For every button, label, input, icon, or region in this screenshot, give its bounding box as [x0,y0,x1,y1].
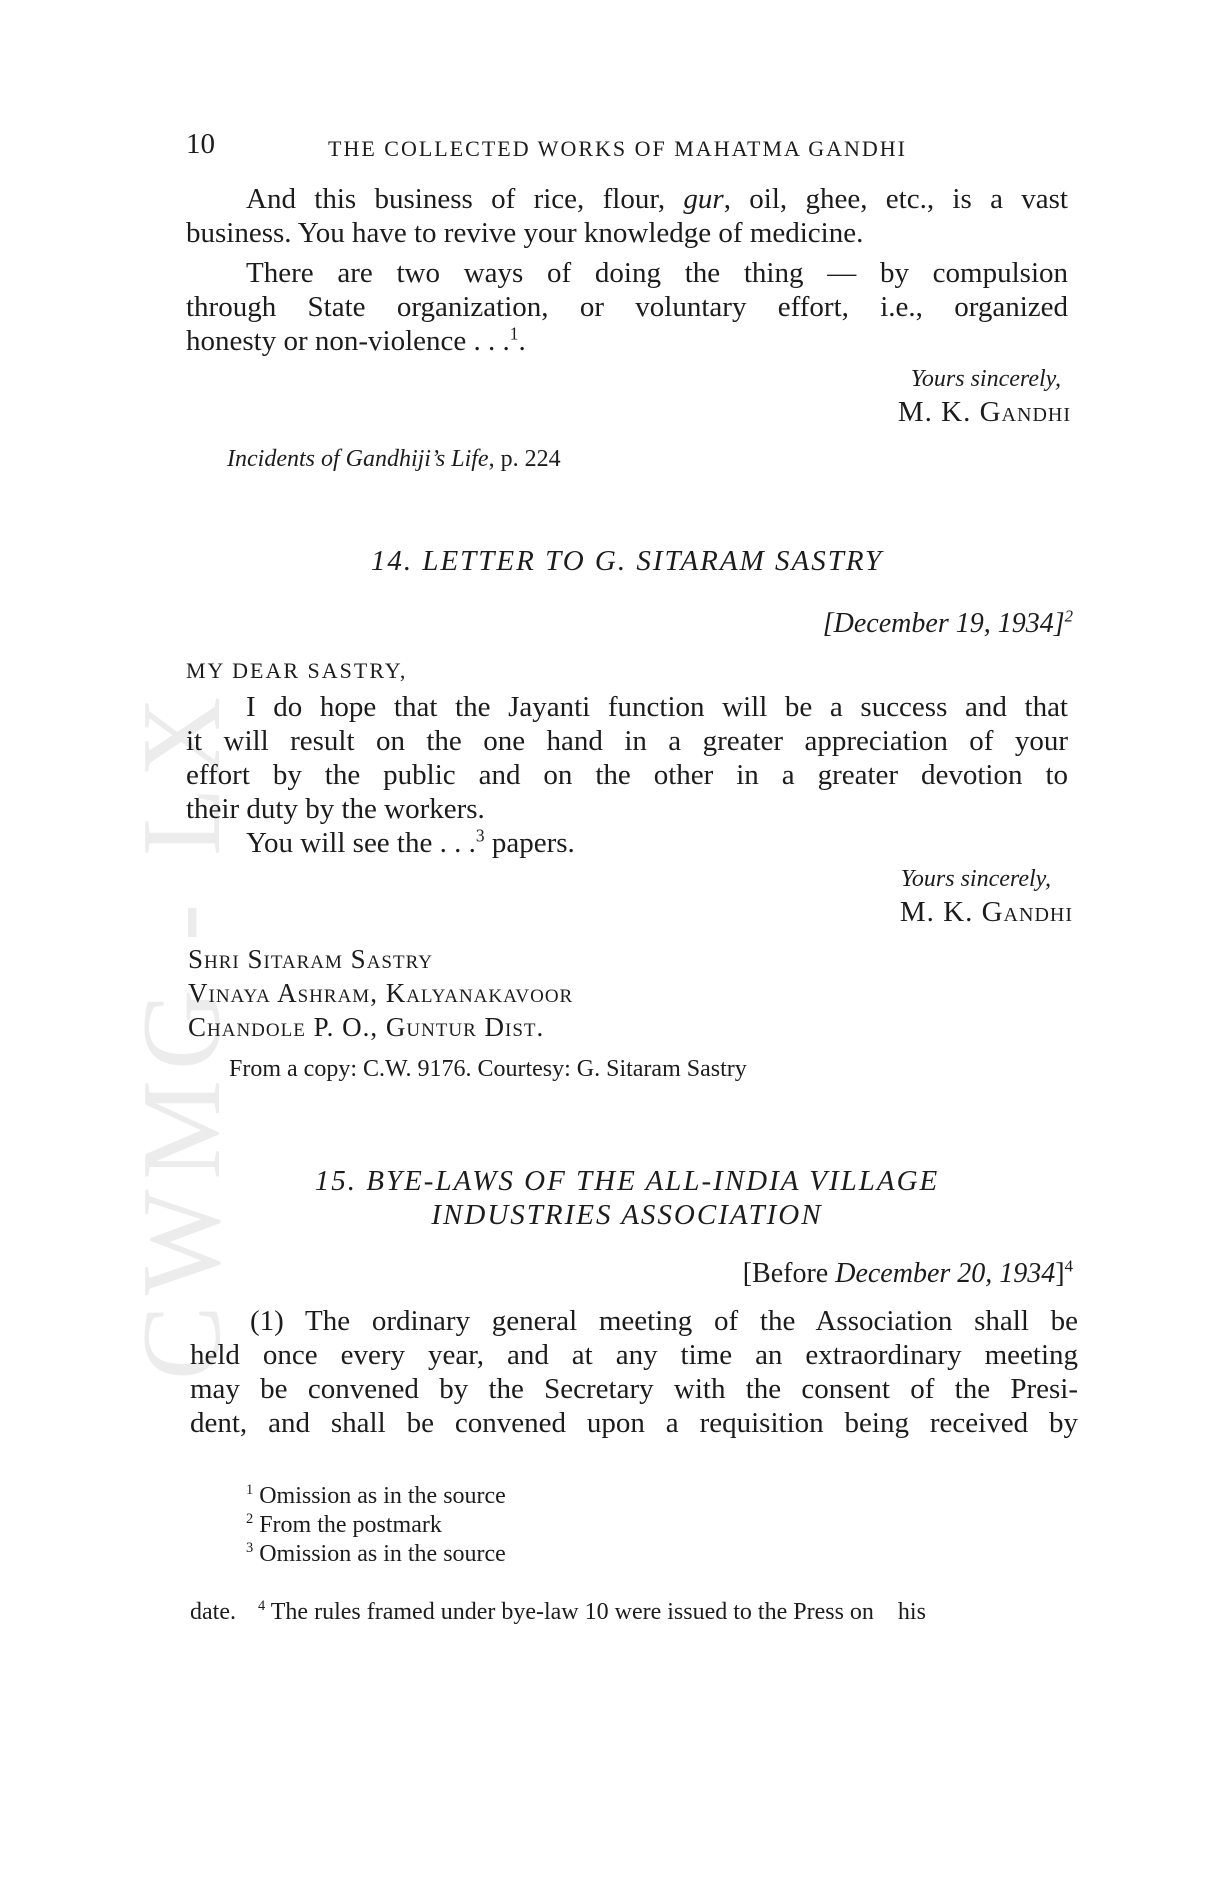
address-line-2: Vinaya Ashram, Kalyanakavoor [188,978,574,1008]
footnote-3 [246,1540,506,1569]
footnote-mark-4: 4 [258,1598,266,1614]
item15-date-close: ] [1055,1258,1065,1289]
prev-para-2-text: honesty or non-violence . . . [186,325,510,357]
item15-line4: dent, and shall be convened upon a requisition being received by [190,1407,1078,1439]
prev-para-2-line1: There are two ways of doing the thing — by compulsion [246,257,1068,289]
letter14-date [823,608,1073,640]
letter14-line5-a: You will see the . . . [246,827,476,859]
item15-line2: held once every year, and at any time an extraordinary meeting [190,1339,1078,1371]
item15-date-text: December 20, 1934 [835,1258,1056,1289]
prev-source-title: Incidents of Gandhiji’s Life [227,446,489,472]
gur-word: gur [683,183,724,215]
item15-line1: (1) The ordinary general meeting of the Association shall be [250,1305,1078,1337]
page-number: 10 [186,128,215,160]
prev-para-1-b: , oil, ghee, etc., is a vast [723,183,1068,215]
footnote-1 [246,1482,506,1511]
footnote-4-continuation: date. [190,1599,236,1625]
item15-date [743,1258,1073,1290]
address-line-3: Chandole P. O., Guntur Dist. [188,1012,545,1042]
letter14-line1: I do hope that the Jayanti function will be a success and that [246,691,1068,723]
letter14-line5 [186,826,1068,860]
prev-para-2-line2: through State organization, or voluntary effort, i.e., organized [186,291,1068,323]
letter14-signature: M. K. Gandhi [899,896,1073,928]
footnote-2 [246,1511,442,1540]
item15-date-prefix: [Before [742,1258,836,1289]
prev-para-2-end: . [518,325,526,357]
prev-para-2-line3 [186,324,1068,358]
footnote-mark-2: 2 [246,1511,254,1527]
running-head: THE COLLECTED WORKS OF MAHATMA GANDHI [328,136,907,161]
footnote-text-2: From the postmark [253,1512,442,1538]
footnote-text-3: Omission as in the source [253,1541,506,1567]
footnote-text-4: The rules framed under bye-law 10 were issued to the Press on his [265,1599,926,1625]
footnote-ref-2: 2 [1064,606,1073,626]
prev-source-page: , p. 224 [488,446,561,472]
address-line-1: Shri Sitaram Sastry [188,944,433,974]
item15-title-line1: 15. BYE-LAWS OF THE ALL-INDIA VILLAGE [314,1165,940,1197]
letter14-line3: effort by the public and on the other in a greater devotion to [186,759,1068,791]
footnote-mark-1: 1 [246,1482,254,1498]
letter14-title: 14. LETTER TO G. SITARAM SASTRY [370,545,884,577]
letter14-line4: their duty by the workers. [186,793,485,825]
watermark: CWMG - LX [120,686,244,1380]
item15-line3: may be convened by the Secretary with the consent of the Presi- [190,1373,1078,1405]
footnote-ref-4: 4 [1064,1256,1073,1276]
letter14-line5-b: papers. [484,827,575,859]
item15-title-line2: INDUSTRIES ASSOCIATION [431,1199,823,1231]
prev-signature: M. K. Gandhi [897,396,1071,428]
prev-source [227,446,561,473]
letter14-salutation: MY DEAR SASTRY, [186,658,408,683]
prev-para-1-a: And this business of rice, flour, [246,183,684,215]
footnote-mark-3: 3 [246,1540,254,1556]
prev-para-1 [186,182,1068,216]
prev-signoff: Yours sincerely, [910,366,1061,392]
letter14-line2: it will result on the one hand in a greater appreciation of your [186,725,1068,757]
footnote-4 [246,1569,1084,1627]
footnote-ref-1: 1 [509,323,519,344]
letter14-source: From a copy: C.W. 9176. Courtesy: G. Sitaram Sastry [229,1056,747,1082]
footnote-ref-3: 3 [475,825,485,846]
footnote-text-1: Omission as in the source [253,1483,506,1509]
letter14-signoff: Yours sincerely, [900,866,1051,892]
letter14-date-text: [December 19, 1934] [822,608,1065,639]
prev-para-1-line2: business. You have to revive your knowledge of medicine. [186,217,864,249]
